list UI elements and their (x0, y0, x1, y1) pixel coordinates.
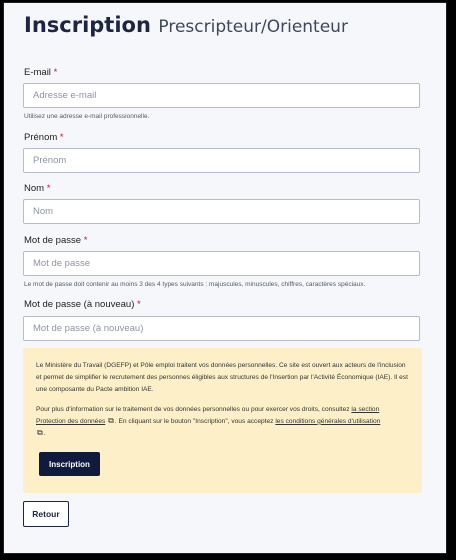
page-title-sub: Prescripteur/Orienteur (158, 17, 348, 37)
back-button[interactable]: Retour (23, 501, 69, 527)
terms-of-use-link[interactable]: les conditions générales d'utilisation (275, 417, 381, 425)
last-name-label: Nom * (24, 183, 51, 194)
password-hint: Le mot de passe doit contenir au moins 3 des 4 types suivants : majuscules, minuscules, chiffres, caractères spéciaux. (24, 281, 366, 288)
email-field[interactable] (23, 83, 420, 108)
privacy-notice-paragraph: Le Ministère du Travail (DGEFP) et Pôle emploi traitent vos données personnelles. Ce site est ouvert aux acteurs de l'inclusion et permet de simplifier le recrutement des personnes éligibles aux structures de l'Insertion par l'Activité Économique (IAE). Il est une composante du Pacte ambition IAE. (36, 362, 408, 394)
password-label: Mot de passe * (24, 235, 88, 246)
required-mark: * (59, 132, 64, 143)
required-mark: * (46, 183, 51, 194)
required-mark: * (53, 67, 58, 78)
password-confirm-field[interactable] (23, 316, 420, 341)
first-name-field[interactable] (23, 148, 420, 173)
page-title (24, 13, 348, 37)
privacy-notice (23, 348, 422, 493)
first-name-label: Prénom * (24, 132, 64, 143)
email-hint: Utilisez une adresse e-mail professionnelle. (24, 113, 150, 120)
password-confirm-label: Mot de passe (à nouveau) * (24, 299, 141, 310)
page-title-main: Inscription (24, 13, 151, 37)
required-mark: * (83, 235, 88, 246)
external-link-icon: ⧉ (108, 415, 114, 425)
last-name-field[interactable] (23, 199, 420, 224)
external-link-icon: ⧉ (37, 428, 43, 438)
signup-page (4, 3, 446, 553)
data-protection-link[interactable]: la section Protection des données (36, 405, 380, 425)
required-mark: * (137, 299, 141, 310)
privacy-notice-links-paragraph: Pour plus d'information sur le traitement de vos données personnelles ou pour exercer vos droits, consultez la section Protection des données ⧉. En cliquant sur le bouton "Inscription", vous acceptez les conditions générales d'utilisation ⧉. (36, 405, 381, 438)
password-field[interactable] (23, 251, 420, 276)
email-label: E-mail * (24, 67, 58, 78)
signup-submit-button[interactable]: Inscription (39, 452, 100, 476)
